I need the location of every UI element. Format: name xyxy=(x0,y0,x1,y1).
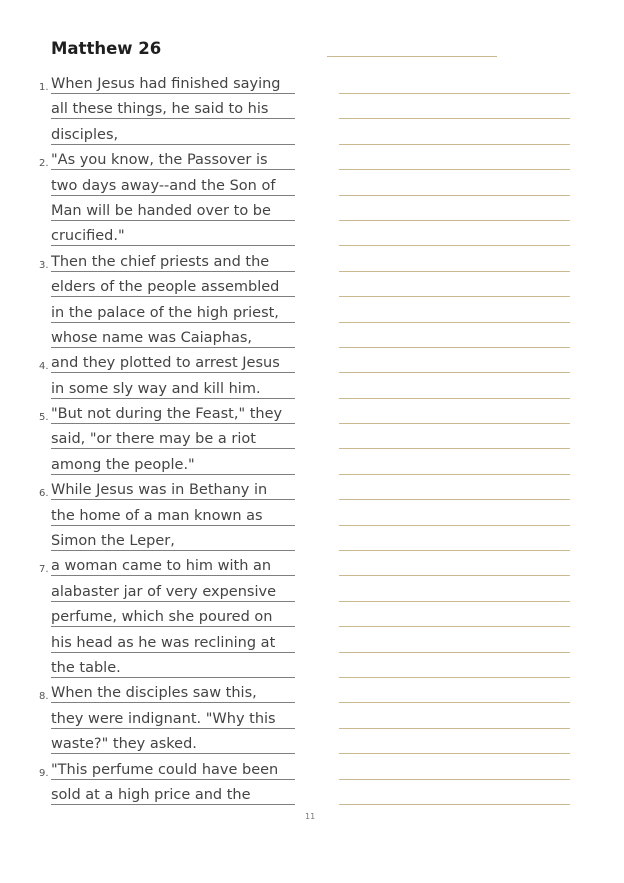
verse-line xyxy=(0,199,310,224)
text-underline xyxy=(51,728,295,729)
text-underline xyxy=(51,804,295,805)
text-underline xyxy=(51,144,295,145)
text-underline xyxy=(51,220,295,221)
blank-writing-line xyxy=(339,580,570,605)
verse-line-text: sold at a high price and the xyxy=(51,786,251,803)
blank-writing-line xyxy=(339,783,570,808)
page-title: Matthew 26 xyxy=(51,39,162,58)
blank-writing-line xyxy=(339,478,570,503)
verse-text-column xyxy=(0,72,310,808)
verse-line-text: among the people." xyxy=(51,456,195,473)
verse-line xyxy=(0,427,310,452)
verse-line-text: the table. xyxy=(51,659,121,676)
verse-line-text: When the disciples saw this, xyxy=(51,685,257,702)
blank-writing-line xyxy=(339,631,570,656)
verse-line xyxy=(0,580,310,605)
text-underline xyxy=(51,652,295,653)
verse-line-text: crucified." xyxy=(51,228,125,245)
title-writing-line xyxy=(327,56,497,57)
verse-line-text: two days away--and the Son of xyxy=(51,177,276,194)
text-underline xyxy=(51,296,295,297)
verse-line-text: all these things, he said to his xyxy=(51,101,269,118)
verse-line-text: in the palace of the high priest, xyxy=(51,304,279,321)
verse-line-text: said, "or there may be a riot xyxy=(51,431,256,448)
blank-writing-line xyxy=(339,377,570,402)
text-underline xyxy=(51,626,295,627)
blank-writing-line xyxy=(339,250,570,275)
blank-writing-line xyxy=(339,301,570,326)
verse-number: 4. xyxy=(39,361,49,373)
blank-writing-line xyxy=(339,656,570,681)
blank-writing-line xyxy=(339,148,570,173)
verse-line-text: Simon the Leper, xyxy=(51,533,175,550)
blank-writing-line xyxy=(339,605,570,630)
verse-line-text: Man will be handed over to be xyxy=(51,202,271,219)
text-underline xyxy=(51,93,295,94)
page-number: 11 xyxy=(305,812,316,821)
text-underline xyxy=(51,423,295,424)
text-underline xyxy=(51,525,295,526)
verse-line xyxy=(0,656,310,681)
verse-line xyxy=(0,377,310,402)
blank-writing-line xyxy=(339,707,570,732)
verse-line xyxy=(0,453,310,478)
blank-writing-line xyxy=(339,554,570,579)
verse-line-text: they were indignant. "Why this xyxy=(51,710,276,727)
verse-line xyxy=(0,224,310,249)
verse-line xyxy=(0,758,310,783)
verse-number: 7. xyxy=(39,564,49,576)
text-underline xyxy=(51,169,295,170)
verse-line-text: perfume, which she poured on xyxy=(51,609,273,626)
verse-line xyxy=(0,478,310,503)
verse-line xyxy=(0,72,310,97)
text-underline xyxy=(51,322,295,323)
verse-line-text: in some sly way and kill him. xyxy=(51,380,261,397)
text-underline xyxy=(51,118,295,119)
verse-line-text: Then the chief priests and the xyxy=(51,253,270,270)
text-underline xyxy=(51,271,295,272)
verse-line-text: "This perfume could have been xyxy=(51,761,279,778)
text-underline xyxy=(51,398,295,399)
verse-line-text: whose name was Caiaphas, xyxy=(51,329,253,346)
verse-line-text: "As you know, the Passover is xyxy=(51,152,268,169)
text-underline xyxy=(51,372,295,373)
blank-writing-line xyxy=(339,453,570,478)
verse-line xyxy=(0,783,310,808)
verse-line-text: and they plotted to arrest Jesus xyxy=(51,355,280,372)
verse-line xyxy=(0,351,310,376)
verse-line-text: When Jesus had finished saying xyxy=(51,76,281,92)
verse-line-text: a woman came to him with an xyxy=(51,558,272,575)
text-underline xyxy=(51,702,295,703)
verse-line xyxy=(0,148,310,173)
blank-writing-line xyxy=(339,504,570,529)
verse-number: 8. xyxy=(39,691,49,703)
verse-line xyxy=(0,301,310,326)
verse-line xyxy=(0,631,310,656)
blank-writing-line xyxy=(339,402,570,427)
verse-line-text: the home of a man known as xyxy=(51,507,263,524)
text-underline xyxy=(51,550,295,551)
verse-number: 9. xyxy=(39,767,49,779)
blank-writing-line xyxy=(339,681,570,706)
text-underline xyxy=(51,474,295,475)
blank-writing-line xyxy=(339,732,570,757)
verse-line xyxy=(0,707,310,732)
blank-writing-line xyxy=(339,72,570,97)
writing-lines-column xyxy=(339,72,570,808)
text-underline xyxy=(51,195,295,196)
verse-line-text: "But not during the Feast," they xyxy=(51,406,283,423)
text-underline xyxy=(51,677,295,678)
verse-line-text: While Jesus was in Bethany in xyxy=(51,482,268,499)
blank-writing-line xyxy=(339,97,570,122)
verse-line xyxy=(0,326,310,351)
verse-number: 6. xyxy=(39,488,49,500)
blank-writing-line xyxy=(339,174,570,199)
verse-line xyxy=(0,402,310,427)
blank-writing-line xyxy=(339,199,570,224)
verse-line xyxy=(0,123,310,148)
verse-line xyxy=(0,275,310,300)
verse-number: 2. xyxy=(39,158,49,170)
verse-line xyxy=(0,732,310,757)
text-underline xyxy=(51,753,295,754)
verse-line xyxy=(0,250,310,275)
blank-writing-line xyxy=(339,351,570,376)
text-underline xyxy=(51,347,295,348)
verse-line xyxy=(0,681,310,706)
text-underline xyxy=(51,245,295,246)
blank-writing-line xyxy=(339,224,570,249)
blank-writing-line xyxy=(339,529,570,554)
verse-line-text: alabaster jar of very expensive xyxy=(51,583,276,600)
verse-line xyxy=(0,529,310,554)
verse-line xyxy=(0,554,310,579)
blank-writing-line xyxy=(339,427,570,452)
blank-writing-line xyxy=(339,123,570,148)
verse-line-text: waste?" they asked. xyxy=(51,736,197,753)
verse-line xyxy=(0,504,310,529)
verse-line xyxy=(0,97,310,122)
verse-line xyxy=(0,605,310,630)
text-underline xyxy=(51,499,295,500)
verse-line-text: elders of the people assembled xyxy=(51,279,280,296)
text-underline xyxy=(51,575,295,576)
verse-number: 1. xyxy=(39,82,49,93)
blank-writing-line xyxy=(339,758,570,783)
text-underline xyxy=(51,448,295,449)
verse-line xyxy=(0,174,310,199)
blank-writing-line xyxy=(339,275,570,300)
blank-writing-line xyxy=(339,326,570,351)
verse-number: 5. xyxy=(39,412,49,424)
text-underline xyxy=(51,601,295,602)
verse-line-text: his head as he was reclining at xyxy=(51,634,276,651)
verse-number: 3. xyxy=(39,259,49,271)
verse-line-text: disciples, xyxy=(51,126,119,143)
text-underline xyxy=(51,779,295,780)
